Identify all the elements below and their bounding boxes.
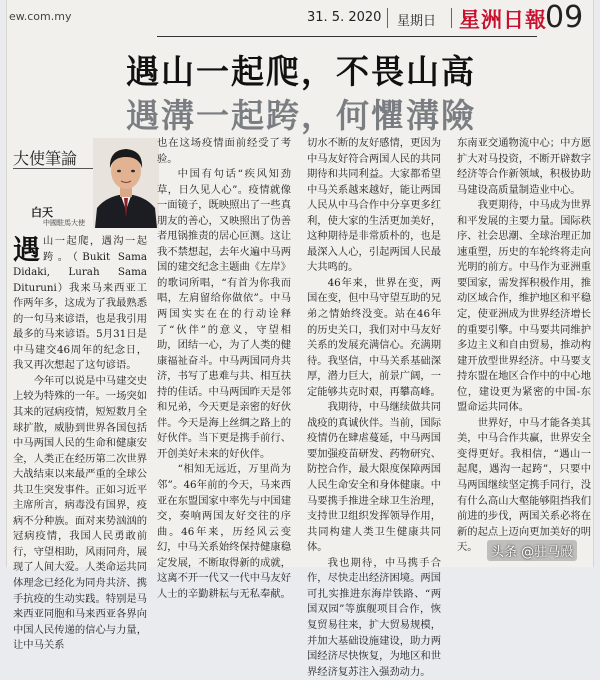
article-paragraph: 也在这场疫情面前经受了考验。 xyxy=(157,137,291,165)
article-paragraph: “相知无远近，万里尚为邻”。46年前的今天，马来西亚在东盟国家中率先与中国建交，奏响两国友好交往的序曲。46年来，历经风云变幻，中马关系始终保持健康稳定发展，不断取得新的成就，这离不开一代又一代中马友好人士的辛勤耕耘与无私奉献。 xyxy=(157,463,291,600)
author-portrait-image xyxy=(93,138,159,228)
article-paragraph: 我更期待，中马成为世界和平发展的主要力量。国际秩序、社会思潮、全球治理正加速重塑，历史的车轮终将走向光明的前方。中马作为亚洲重要国家，需发挥积极作用，推动区域合作，维护地区和平稳定，使亚洲成为世界经济增长的重要引擎。中马要共同维护多边主义和自由贸易，推动构建开放型世界经济。中马要支持东盟在地区合作中的中心地位，建设更为紧密的中国-东盟命运共同体。 xyxy=(457,199,591,414)
newspaper-page xyxy=(6,0,594,678)
headline-sub: 遇溝一起跨，何懼溝險 xyxy=(126,96,476,135)
masthead xyxy=(7,0,595,38)
article-column-4 xyxy=(457,136,591,567)
masthead-divider xyxy=(387,8,388,28)
masthead-rule xyxy=(157,36,537,37)
author-portrait xyxy=(93,138,159,228)
source-watermark: 头条 @驻马殿 xyxy=(487,540,577,561)
weekday: 星期日 xyxy=(397,14,437,29)
column-label-rule xyxy=(13,168,95,169)
issue-date: 31. 5. 2020 xyxy=(307,10,382,25)
article-column-3 xyxy=(307,136,441,678)
site-url: ew.com.my xyxy=(9,10,72,23)
article-paragraph: 切水不断的友好感情，更因为中马友好符合两国人民的共同期待和共同利益。大家都希望中马关系越来越好，能让两国人民从中马合作中分享更多红利，使大家的生活更加美好，这种期待是非常质朴的，也是最深入人心，引起两国人民最大共鸣的。 xyxy=(307,137,441,274)
masthead-divider xyxy=(451,8,452,28)
article-column-2 xyxy=(157,136,291,600)
article-paragraph: 今年可以说是中马建交史上较为特殊的一年。一场突如其来的冠病疫情，短短数月全球扩散，威胁到世界各国包括中马两国人民的生命和健康安全，人类正在经历第二次世界大战结束以来最严重的全球公共卫生突发事件。正如习近平主席所言，病毒没有国界，疫病不分种族。面对来势汹汹的冠病疫情，我国人民勇敢前行，守望相助，风雨同舟，展现了人间大爱。人类命运共同体理念已经化为同舟共济、携手抗疫的生动实践。特别是马来西亚同胞和马来西亚各界向中国人民传递的信心与力量，让中马关系 xyxy=(13,374,147,652)
article-paragraph: 我也期待，中马携手合作，尽快走出经济困境。两国可扎实推进东海岸铁路、“两国双园”等旗舰项目合作，恢复贸易往来，扩大贸易规模，并加大基础设施建设，助力两国经济尽快恢复，为地区和世界经济复苏注入强劲动力。 xyxy=(307,556,441,678)
article-paragraph: 我期待，中马继续做共同战疫的真诚伙伴。当前，国际疫情仍在肆虐蔓延，中马两国要加强疫苗研发、药物研究、防控合作，最大限度保障两国人民生命安全和身体健康。中马要携手推进全球卫生治理，支持世卫组织发挥领导作用，共同构建人类卫生健康共同体。 xyxy=(307,401,441,554)
paper-logo: 星洲日報 xyxy=(459,7,547,32)
article-paragraph: 46年来，世界在变，两国在变，但中马守望互助的兄弟之情始终没变。站在46年的历史关口，我们对中马友好关系的发展充满信心。充满期待。我坚信，中马关系基础深厚，潜力巨大，前景广阔，一定能够共克时艰，再攀高峰。 xyxy=(307,276,441,398)
article-paragraph: 世界好，中马才能各美其美，中马合作共赢，世界安全变得更好。我相信，“遇山一起爬，遇沟一起跨”，只要中马两国继续坚定携手同行，没有什么高山大壑能够阻挡我们前进的步伐，两国关系必将在新的起点上迈向更加美好的明天。 xyxy=(457,416,591,554)
article-paragraph: 东南亚交通物流中心；中方愿扩大对马投资，不断开辟数字经济等合作新领域，积极协助马建设高质量制造业中心。 xyxy=(457,137,591,196)
drop-cap: 遇 xyxy=(13,235,40,266)
article-column-1 xyxy=(13,234,147,652)
page-number: 09 xyxy=(545,0,584,35)
article-paragraph: 遇山一起爬，遇沟一起跨。（Bukit Sama Didaki, Lurah Sama Dituruni）我来马来西亚工作两年多，这成为了我最熟悉的一句马来谚语，也是我引用最多的马来谚语。5月31日是中马建交46周年的纪念日，我又再次想起了这句谚语。 xyxy=(13,235,147,372)
author-role: 中國駐馬大使 xyxy=(43,219,85,227)
article-paragraph: 中国有句话“疾风知劲草，日久见人心”。疫情就像一面镜子，既映照出了一些真朋友的善心，又映照出了伪善者甩锅推责的居心叵测。这让我不禁想起，去年火遍中马两国的建交纪念主题曲《左岸》的歌词所唱，“有首为你我而唱，左肩留给你做依”。中马两国实实在在的行动诠释了“伙伴”的意义，守望相助，团结一心，为了人类的健康福祉奋斗。中马两国同舟共济，书写了患难与共、相互扶持的佳话。中马两国昨天是邻和兄弟，今天更是亲密的好伙伴。今天是海上丝绸之路上的好伙伴。当下更是携手前行、开创美好未来的好伙伴。 xyxy=(157,168,291,460)
column-label: 大使筆論 xyxy=(13,149,78,168)
headline-main: 遇山一起爬，不畏山高 xyxy=(126,52,476,91)
author-name: 白天 xyxy=(31,206,53,219)
